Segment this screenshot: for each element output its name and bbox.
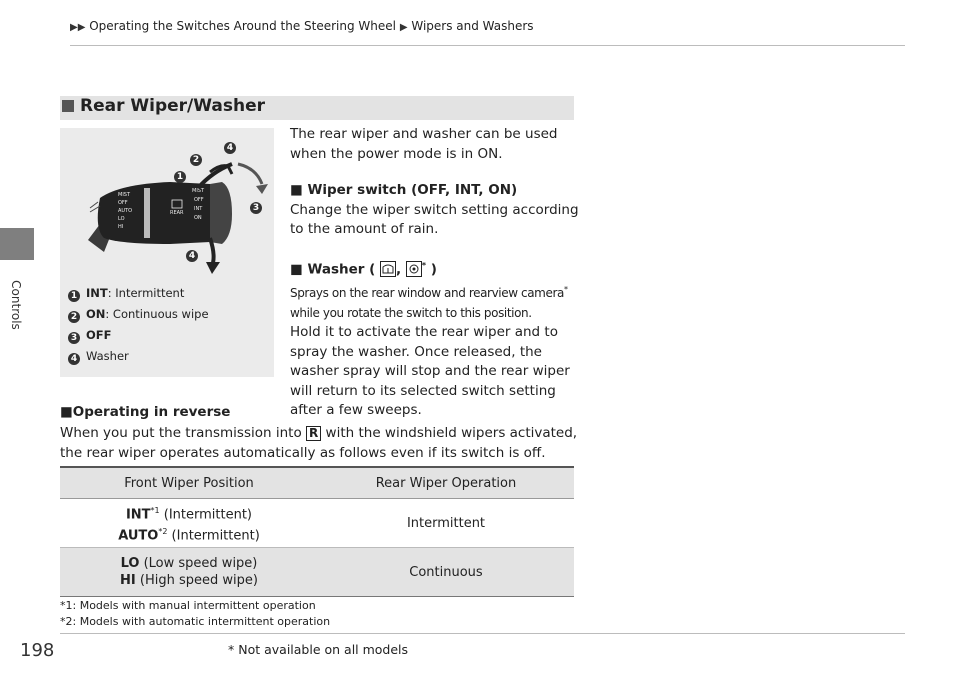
breadcrumb-item-switches[interactable]: Operating the Switches Around the Steering Wheel (89, 19, 396, 33)
legend-item: 1 INT: Intermittent (68, 286, 184, 302)
square-bullet-icon: ■ (290, 182, 303, 198)
section-heading: Rear Wiper/Washer (60, 96, 574, 120)
breadcrumb-item-wipers[interactable]: Wipers and Washers (411, 19, 534, 33)
table-header: Front Wiper Position (60, 467, 318, 499)
wiper-switch-body: Change the wiper switch setting according to the amount of rain. (290, 201, 579, 237)
reverse-heading: ■Operating in reverse (60, 404, 231, 420)
lever-label: OFF (118, 200, 128, 206)
washer-note-2: while you rotate the switch to this position. (290, 305, 532, 320)
breadcrumb-arrow-icon: ▶▶ (70, 22, 86, 33)
callout-badge: 1 (174, 171, 186, 183)
rear-washer-icon (380, 261, 396, 277)
lever-label: ON (194, 215, 202, 221)
table-row (60, 499, 574, 548)
callout-badge: 4 (186, 250, 198, 262)
lever-label: OFF (194, 197, 204, 203)
square-bullet-icon (62, 100, 74, 112)
wiper-lever-illustration (60, 128, 274, 278)
availability-note: * Not available on all models (228, 642, 409, 657)
callout-badge: 4 (224, 142, 236, 154)
square-bullet-icon: ■ (290, 261, 303, 278)
breadcrumb-arrow-icon: ▶ (399, 22, 408, 33)
lever-label: AUTO (118, 208, 133, 214)
camera-washer-icon (406, 261, 422, 277)
washer-section (290, 256, 580, 421)
table-cell-front: INT$^{*1}$ (Intermittent) AUTO$^{*2}$ (Intermittent) (118, 505, 260, 544)
intro-text: The rear wiper and washer can be used when the power mode is in ON. (290, 126, 558, 162)
lever-label: HI (118, 224, 124, 230)
section-label: Controls (9, 280, 23, 330)
lever-label: LO (118, 216, 125, 222)
callout-badge: 3 (250, 202, 262, 214)
washer-body: Hold it to activate the rear wiper and to spray the washer. Once released, the washer spray will stop and the rear wiper will return to its selected switch setting after a few sweeps. (290, 324, 570, 418)
wiper-lever-figure (60, 128, 274, 377)
wiper-switch-heading: ■ Wiper switch (OFF, INT, ON) (290, 182, 518, 198)
table-cell-front: LO (Low speed wipe) HI (High speed wipe) (60, 548, 318, 597)
legend-item: 4 Washer (68, 349, 129, 365)
washer-heading: ■ Washer ( , * ) (290, 261, 437, 278)
lever-label: REAR (170, 210, 184, 216)
arrow-down-icon (210, 238, 214, 266)
table-cell-rear: Intermittent (406, 515, 486, 531)
lever-label: MIST (192, 188, 205, 194)
table-row (60, 548, 574, 597)
footer-rule (60, 633, 905, 634)
breadcrumb (70, 19, 534, 33)
callout-badge: 2 (190, 154, 202, 166)
wiper-operation-table (60, 466, 574, 597)
table-header: Rear Wiper Operation (318, 467, 574, 499)
wiper-switch-section (290, 181, 580, 240)
table-cell-rear: Continuous (318, 548, 574, 597)
lever-label: MIST (118, 192, 131, 198)
reverse-body: When you put the transmission into R with the windshield wipers activated, the rear wiper operates automatically as follows even if its switch is off. (60, 425, 578, 461)
square-bullet-icon: ■ (60, 404, 73, 420)
page-number: 198 (20, 640, 55, 661)
reverse-gear-key: R (306, 426, 321, 441)
header-rule (70, 45, 905, 46)
arrow-washer-icon (238, 164, 262, 184)
legend-item: 3 OFF (68, 328, 112, 344)
lever-label: INT (194, 206, 203, 212)
washer-note: Sprays on the rear window and rearview camera* (290, 285, 568, 300)
legend-item: 2 ON: Continuous wipe (68, 307, 209, 323)
footnote: *2: Models with automatic intermittent operation (60, 615, 331, 628)
footnote: *1: Models with manual intermittent operation (60, 599, 316, 612)
